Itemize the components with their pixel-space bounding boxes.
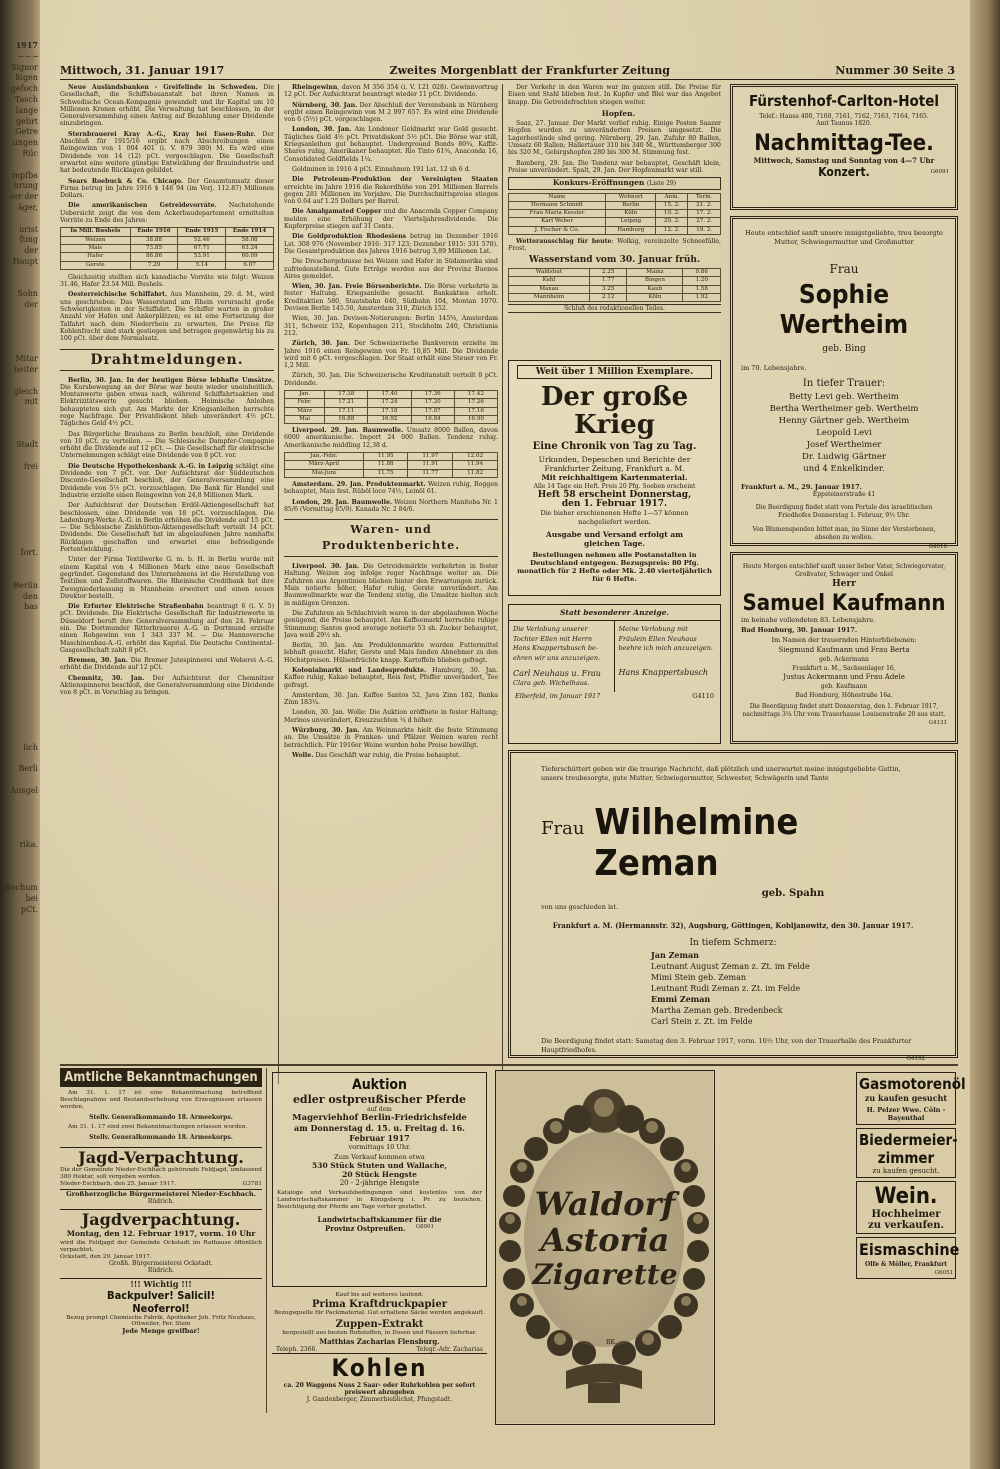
grain-cell: 53.91 [178, 253, 226, 261]
backpulver-line: Backpulver! Salicil! [107, 1289, 215, 1302]
kaufmann-place: Bad Homburg, 30. Januar 1917. [741, 626, 858, 634]
mourner-name: Leutnant August Zeman z. Zt. im Felde [651, 962, 810, 971]
auktion-line: auf dem [367, 1106, 392, 1113]
grain-cell: Gerste [61, 261, 131, 269]
sacharose-line: Matthias Zacharias Flensburg. [319, 1337, 440, 1346]
biedermeier-ad [856, 1128, 956, 1178]
col2-item10: Amsterdam. 29. Jan. Produktenmarkt. [292, 480, 426, 488]
section-rule [60, 1064, 958, 1066]
page-right-edge [970, 0, 1000, 1469]
engagement-left [509, 621, 615, 692]
engagement-heading: Statt besonderer Anzeige. [509, 605, 720, 621]
gasmotor-title: Gasmotorenöl [859, 1075, 966, 1093]
konkurs-table: Name Wohnort Anm. Term. Hermann Schmidt Berlin 15. 2. 21. 2. Frau Maria Kessler Köln 10. 2. 17. 2. Karl Weber Leipzig 20. 2. 27. 2. J. Fischer & Co. Hamburg 12. 2. 19. 2. [508, 193, 721, 235]
column-rule [502, 84, 503, 1084]
jagd2-signer: Rüdrich. [147, 1267, 175, 1274]
krieg-line: Urkunden, Depeschen und Berichte der [538, 455, 691, 464]
backpulver-line: !!! Wichtig !!! [130, 1279, 192, 1289]
col1-item3-head: Sears Roebuck & Co. Chicago. [68, 177, 184, 185]
col2-item13: Kolonialmarkt und Landesprodukte. [292, 667, 427, 674]
mourner-name: Justus Ackermann und Frau Adele [783, 673, 905, 681]
krieg-banner: Weit über 1 Million Exemplare. [517, 365, 712, 379]
kaufmann-age: im beinahe vollendeten 83. Lebensjahre. [741, 616, 876, 624]
col1-dispatch2: Die Deutsche Hypothekenbank A.-G. in Leipzig [68, 462, 234, 470]
zeman-born: geb. Spahn [761, 888, 825, 899]
kaufmann-intro: Heute Morgen entschlief sanft unser lieber Vater, Schwiegervater, Großvater, Schwager und Onkel [742, 563, 946, 578]
grain-cell: Mais [61, 244, 131, 252]
grain-cell: 60.09 [226, 253, 274, 261]
mourner-name: Henny Gärtner geb. Wertheim [778, 416, 910, 426]
hotel-days: Mittwoch, Samstag und Sonntag von 4—7 Uhr [753, 156, 935, 165]
zeman-intro: Tiefers​chüttert geben wir die traurige Nachricht, daß plötzlich und unerwartet meine innigstgeliebte Gattin, unsere treubesorgte, gute Mutter, Schwiegermutter, Schwester, Schwägerin und Tante [541, 765, 901, 782]
col2-item5: Die Amalgamated Copper [292, 208, 382, 216]
zuppen-title: Zuppen-Extrakt [335, 1319, 424, 1330]
konkurs-title: Konkurs-Eröffnungen [552, 178, 645, 188]
engagement-text: Carl Neuhaus u. Frau [513, 669, 601, 678]
zeman-name: Wilhelmine Zeman [594, 802, 799, 884]
waldorf-mark: RK. [606, 1339, 617, 1346]
col2-item2: Nürnberg, 30. Jan. [292, 101, 358, 109]
mourner-name: Dr. Ludwig Gärtner [802, 452, 886, 462]
col2-item9: Liverpool. 29. Jan. Baumwolle. [292, 427, 404, 435]
hotel-amt: Amt Taunus 1820. [816, 120, 872, 127]
engagement-text: Die Verlobung unserer [513, 625, 588, 633]
masthead-date: Mittwoch, 31. Januar 1917 [60, 64, 225, 77]
ad-code: G4131 [928, 720, 947, 726]
schluss-line: Schluß des redaktionellen Teiles. [508, 304, 721, 313]
grain-header-1: Ende 1916 [130, 228, 178, 236]
binding-year: 1917 [15, 40, 38, 50]
jagd1-heading: Jagd-Verpachtung. [60, 1147, 262, 1167]
wertheim-obituary [730, 216, 958, 550]
jagd2-heading: Jagdverpachtung. [60, 1209, 262, 1229]
mourner-name: geb. Kaufmann [820, 683, 868, 690]
wertheim-mourn: In tiefer Trauer: [802, 378, 886, 389]
jagd1-signer: Rüdrich. [147, 1198, 175, 1205]
wertheim-place: Frankfurt a. M., 29. Januar 1917. [741, 483, 862, 491]
waldorf-line: Waldorf [534, 1185, 676, 1223]
kohlen-title: Kohlen [331, 1354, 428, 1382]
grain-row [61, 261, 274, 269]
kaufmann-obituary [730, 552, 958, 744]
grain-table [60, 227, 274, 269]
auktion-line: am Donnerstag d. 15. u. Freitag d. 16. Februar 1917 [294, 1123, 465, 1143]
waldorf-ad [495, 1070, 715, 1425]
engagement-ad [508, 604, 721, 744]
mourner-name: Emmi Zeman [651, 994, 711, 1004]
mourner-name: Siegmund Kaufmann und Frau Berta [778, 646, 910, 654]
kohlen-fine: hergestellt aus besten Rohstoffen, in Dosen und Fässern lieferbar. [282, 1330, 477, 1336]
col1-dispatch5: Chemnitz, 30. Jan. [68, 674, 145, 682]
zeman-funeral: Die Beerdigung findet statt: Samstag den 3. Februar 1917, vorm. 10½ Uhr, von der Trauerhalle des Frankfurter Hauptfriedhofes. [541, 1037, 912, 1054]
wertheim-flowers: Von Blumenspenden bittet man, im Sinne der Verstorbenen, absehen zu wollen. [752, 526, 936, 541]
hotel-name: Fürstenhof-Carlton-Hotel [748, 92, 940, 110]
auktion-fine: Kataloge und Verkaufsbedingungen sind kostenlos von der Landwirtschaftskammer in Königsberg i. Pr. zu beziehen. Besichtigung der Pferde am Tage vorher gestattet. [277, 1190, 482, 1210]
col2-item6: Die Goldproduktion Rhodesiens [292, 233, 407, 241]
krieg-line: Frankfurter Zeitung, Frankfurt a. M. [544, 464, 685, 473]
col2-item12: Liverpool. 30. Jan. [292, 563, 360, 571]
kohlen-sig: J. Gandenberger, Zimmerbieblichst, Pfungstadt. [306, 1396, 453, 1403]
mourner-name: Bad Homburg, Höhestraße 16a. [795, 692, 893, 699]
auktion-line: Magerviehhof Berlin-Friedrichsfelde [292, 1113, 467, 1123]
mourner-name: und 4 Enkelkinder. [803, 464, 885, 474]
grain-header-2: Ende 1915 [178, 228, 226, 236]
amtliche-text: Am 31. 1. 17 ist eine Bekanntmachung betreffend Beschlagnahme und Bestandserhebung von Erzeugnissen erlassen worden. [60, 1090, 262, 1110]
zeman-mourners [651, 950, 925, 1027]
ad-code: G4192 [906, 1056, 925, 1062]
krieg-line: Bestellungen nehmen alle Postanstalten in Deutschland entgegen. Bezugspreis: 80 Pfg. monatlich für 2 Hefte oder Mk. 2.40 vierteljährlich für 6 Hefte. [517, 551, 712, 583]
konkurs-heading [508, 177, 721, 189]
engagement-text: Meine Verlobung mit [618, 625, 688, 633]
jagd2-date: Montag, den 12. Februar 1917, vorm. 10 Uhr [66, 1229, 256, 1238]
biedermeier-title: Biedermeier- [859, 1131, 958, 1149]
gasmotor-sig: H. Pelzer Wwe. Cöln - Bayenthal [866, 1106, 946, 1122]
krieg-line: gleichen Tage. [584, 539, 645, 548]
kraftpapier-title: Prima Kraftdruckpapier [312, 1299, 447, 1310]
cotton-table: Jan. 17.38 17.40 17.36 17.42 Febr. 17.21 17.24 17.20 17.26 März 17.11 17.18 17.07 17.16 Mai 16.88 16.92 16.84 16.90 [284, 390, 498, 424]
eismaschine-ad [856, 1237, 960, 1279]
ad-code: G4016 [928, 544, 947, 550]
krieg-line: Heft 58 erscheint Donnerstag, [537, 490, 692, 500]
krieg-line: nachgeliefert werden. [578, 518, 651, 526]
engagement-text: Hans Knappertsbusch be- [513, 644, 599, 652]
wertheim-name: Sophie Wertheim [779, 280, 909, 340]
jagd2-signature: Ockstadt, den 29. Januar 1917. [60, 1254, 152, 1260]
wertheim-funeral: Die Beerdigung findet statt vom Portale des israelitischen Friedhofes Donnerstag 1. Februar, 9½ Uhr. [755, 504, 933, 519]
wein-title: Wein. [874, 1184, 938, 1209]
section-warenberichte: Waren- und Produktenberichte. [284, 519, 498, 557]
amtliche-signature: Stellv. Generalkommando 18. Armeekorps. [89, 1134, 233, 1141]
krieg-line: Ausgabe und Versand erfolgt am [545, 530, 684, 539]
col2-item1: Rheingewinn [292, 84, 338, 91]
mourner-name: Betty Levi geb. Wertheim [789, 392, 899, 402]
engagement-text: Fräulein Ellen Neuhaus [618, 634, 697, 643]
jagd1-signature: Nieder-Eschbach, den 25. Januar 1917. [60, 1181, 176, 1187]
col1-dispatch3: Die Erfurter Elektrische Straßenbahn [68, 603, 204, 611]
grain-cell: 5.14 [178, 261, 226, 269]
auktion-line: vormittags 10 Uhr. [348, 1143, 411, 1151]
masthead-title: Zweites Morgenblatt der Frankfurter Zeitung [389, 64, 670, 77]
zeman-obituary [508, 750, 958, 1062]
eismaschine-title: Eismaschine [859, 1240, 960, 1259]
ad-code: G6051 [934, 1270, 953, 1276]
auktion-line: Zum Verkauf kommen etwa [334, 1153, 425, 1161]
col2-item8: Zürich, 30. Jan. [292, 340, 350, 348]
col1-item4-head: Die amerikanischen Getreidevorräte. [68, 202, 217, 210]
book-binding [0, 0, 40, 1469]
mourner-name: Frankfurt a. M., Sachsenlager 16, [792, 665, 896, 672]
amtliche-signature: Stellv. Generalkommando 18. Armeekorps. [89, 1114, 233, 1121]
zeman-mourn: In tiefem Schmerz: [689, 938, 777, 948]
weather-heading: Wetterausschlag für heute [516, 238, 612, 246]
jagd2-office: Großh. Bürgermeisterei Ockstadt. [109, 1260, 213, 1267]
konkurs-subtitle: (Liste 29) [646, 180, 677, 188]
eismaschine-sig: Olfe & Möller, Frankfurt [864, 1261, 948, 1268]
ad-code: G8001 [415, 1224, 434, 1230]
krieg-line: Die bisher erschienenen Hefte 1—57 können [540, 509, 689, 517]
auktion-line: 20 - 2-jährige Hengste [339, 1179, 420, 1187]
auktion-ad [272, 1072, 487, 1287]
kaufmann-herr: Herr [832, 579, 856, 589]
grain-header-0: In Mill. Bushels [61, 228, 131, 236]
mourner-name: Carl Stein z. Zt. im Felde [651, 1017, 753, 1026]
zeman-name-line [541, 802, 925, 884]
gasmotor-ad [856, 1072, 966, 1125]
krieg-title: Der große Krieg [540, 382, 689, 440]
grain-cell: 63.24 [226, 244, 274, 252]
mourner-name: geb. Ackermann [819, 656, 869, 663]
auktion-line: Landwirtschaftskammer für die [317, 1215, 442, 1224]
ad-code: G4110 [692, 692, 714, 700]
col2-wool: Wolle. [292, 751, 314, 759]
amtliche-header: Amtliche Bekanntmachungen [60, 1068, 262, 1087]
backpulver-line: Jede Menge greifbar! [122, 1327, 200, 1335]
grain-cell: 52.46 [178, 236, 226, 244]
col1-dispatch1: Berlin, 30. Jan. In der heutigen Börse lebhafte Umsätze. [68, 376, 274, 384]
col1-dispatch4: Bremen, 30. Jan. [68, 657, 128, 665]
mourner-name: Bertha Wertheimer geb. Wertheim [769, 404, 919, 414]
grain-header-3: Ende 1914 [226, 228, 274, 236]
col1-item2-head: Sternbrauerei Kray A.-G., Kray bei Essen-Ruhr. [68, 130, 256, 138]
waldorf-text [496, 1186, 714, 1292]
gasmotor-sub: zu kaufen gesucht [864, 1093, 948, 1103]
column-rule [278, 84, 279, 1084]
engagement-right [615, 621, 721, 692]
waldorf-line: Astoria [540, 1221, 670, 1259]
col1-item5-head: Oesterreichische Schiffahrt. [68, 291, 168, 299]
binding-edge-text: 1917 ─ ─ ─ Signor ßigen gefoch Tasch lange gebrt Getre ungen Rüc mpfba hrung ser der äger, urist fung der Haupt Sohn der Mitar beiter gleich mit Stadt frei fort. Berlin den bas lich Berli Ausgel rika. Bochum bei pCt. [4, 40, 38, 914]
col2-item11: London, 29. Jan. Baumwolle. [292, 498, 393, 506]
amtliche-text: Am 31. 1. 17 sind zwei Bekanntmachungen erlassen worden. [68, 1124, 248, 1130]
engagement-text: Tochter Ellen mit Herrn [513, 634, 593, 643]
wein-sub: Hochheimer [871, 1209, 941, 1220]
hops-heading: Hopfen. [601, 108, 636, 118]
engagement-text: Hans Knappertsbusch [618, 667, 709, 677]
krieg-body [509, 455, 720, 583]
kohlen-fine: Kauf bis auf weiteres laufend: [335, 1292, 424, 1298]
kaufmann-mourners [741, 646, 947, 700]
kohlen-ads [272, 1292, 487, 1417]
wein-ad [856, 1181, 956, 1234]
mourner-name: Leopold Levi [816, 428, 872, 438]
col2-item7: Wien, 30. Jan. Freie Börsenberichte. [292, 283, 422, 291]
section-drahtmeldungen: Drahtmeldungen. [60, 349, 274, 371]
grain-row [61, 253, 274, 261]
kohlen-fine: Bezugsquelle für Packmaterial. Gut erhaltene Säcke werden angekauft. [274, 1310, 485, 1316]
auktion-line: Provinz Ostpreußen. [325, 1224, 406, 1233]
column-1: Neue Ausländsbanken - Greifelinde in Schweden. Die Gesellschaft, die Schiffsbauanstalt hat ihren Namen in Schwedische Ocean-Kompagnie gewandelt und ihr Kapital um 10 Millionen Kronen erhöht. Die Verwaltung hat beschlossen, in der Generalversammlung einen Antrag auf Bezahlung einer Dividende einzubringen. Sternbrauerei Kray A.-G., Kray bei Essen-Ruhr. Der Abschluß für 1915/16 ergibt nach Abschreibungen einen Reingewinn von 1 004 401 (i. V. 879 380) M. Es wird eine Dividende von 14 (12) pCt. vorgeschlagen. Die Gesellschaft erwartet eine weitere günstige Entwicklung der Brauindustrie und hat bedeutende Rücklagen gebildet. Sears Roebuck & Co. Chicago. Der Gesamtumsatz dieser Firma betrug im Jahre 1916 $ 146 94 (im Vorj. 112.87) Millionen Dollars. Die amerikanischen Getreidevorräte. Nachstehende Uebersicht zeigt die von dem Ackerbaudepartement ermittelten Vorräte zu Ende des Jahres: In Mill. Bushels Ende 1916 Ende 1915 Ende 1914 Weizen 38.88 52.46 58.08 Mais 73.85 67.71 63.24 Hafer 86.86 53.91 60.09 Gerste 7.29 5.14 6.07 Gleichzeitig stellten sich kanadische Vorräte wie folgt: Weizen 31.46, Hafer 23.54 Mill. Bushels. Oesterreichische Schiffahrt. Aus Mannheim, 29. d. M., wird uns geschrieben: Das Wasserstand am Rhein verursacht große Schwierigkeiten in der Schiffahrt. Die Schiffer warten in großer Anzahl vor Hafen und Ankerplätzen; es ist eine Fortsetzung der Talfahrt nach dem Niederrhein zu erwarten. Die Preise für Kohlenfracht sind stark gestiegen und betragen gegenwärtig bis zu 100 pCt. über dem Normalsatz. Drahtmeldungen. Berlin, 30. Jan. In der heutigen Börse lebhafte Umsätze. Die Kursbewegung an der Börse war heute wieder uneinheitlich. Montanwerte gaben etwas nach, während Schiffahrtsaktien und Elektrizitätswerte gesucht blieben. Heimische Anleihen behaupteten sich gut. Am Markte der Kriegsanleihen herrschte rege Nachfrage. Der Privatdiskont blieb unverändert 4½ pCt. Tägliches Geld 4½ pCt. Das Bürgerliche Brauhaus zu Berlin beschloß, eine Dividende von 10 pCt. zu verteilen. — Die Schlesische Dampfer-Compagnie erhöht die Dividende auf 12 pCt. — Die Gesellschaft für elektrische Unternehmungen schlägt eine Dividende von 8 pCt. vor. Die Deutsche Hypothekenbank A.-G. in Leipzig schlägt eine Dividende von 7 pCt. vor. Der Aufsichtsrat der Süddeutschen Disconto-Gesellschaft beschloß, der Generalversammlung eine Dividende von 5½ pCt. vorzuschlagen. Die Bank für Handel und Industrie erzielte einen Reingewinn von 24,8 Millionen Mark. Der Aufsichtsrat der Deutschen Erdöl-Aktiengesellschaft hat beschlossen, eine Dividende von 18 pCt. vorzuschlagen. Die Ladenburg-Werke A.-G. in Berlin erhöhen die Dividende auf 15 pCt. — Die Schlesische Zinkhütten-Aktiengesellschaft verteilt 14 pCt. Dividende. Die Gesellschaft hat im abgelaufenen Jahre namhafte Rücklagen geschaffen und erwartet eine befriedigende Fortentwicklung. Unter der Firma Textilwerke G. m. b. H. in Berlin wurde mit einem Kapital von 4 Millionen Mark eine neue Gesellschaft gegründet. Gegenstand des Unternehmens ist die Herstellung von Textilien und Zellstoffwaren. Die Rheinische Creditbank hat ihre Zweigniederlassung in Mannheim erweitert und einen neuen Direktor bestellt. Die Erfurter Elektrische Straßenbahn beantragt 6 (i. V. 5) pCt. Dividende. Die Elektrische Gesellschaft für Industriewerte in Düsseldorf beruft ihre Generalversammlung auf den 24. Februar ein. Die Dortmunder Ritterbrauerei A.-G. in Dortmund erzielte einen Rohgewinn von 1 343 337 M. — Die Hannoversche Maschinenbau-A.-G. erhöht das Kapital. Die Deutsche Continental-Gasgesellschaft zahlt 8 pCt. Bremen, 30. Jan. Die Bremer Jutespinnerei und Weberei A.-G. erhöht die Dividende auf 12 pCt. Chemnitz, 30. Jan. Der Aufsichtsrat der Chemnitzer Aktienspinnerei beschloß, der Generalversammlung eine Dividende von 8 pCt. in Vorschlag zu bringen. [60, 84, 274, 697]
grain-cell: 58.08 [226, 236, 274, 244]
newspaper-page [40, 0, 970, 1469]
jagd2-text: wird die Feldjagd der Gemeinde Ockstadt im Rathause öffentlich verpachtet. [60, 1240, 262, 1253]
right-ads [730, 1072, 966, 1422]
mourner-name: Leutnant Rudi Zeman z. Zt. im Felde [651, 984, 801, 993]
amtliche-column [60, 1068, 262, 1413]
krieg-subtitle: Eine Chronik von Tag zu Tag. [532, 441, 697, 452]
grain-cell: 7.29 [130, 261, 178, 269]
jagd1-text: Die der Gemeinde Nieder-Eschbach gehörende Feldjagd, umfassend 380 Hektar, soll vergeben werden. [60, 1167, 262, 1180]
backpulver-ad [60, 1278, 262, 1335]
column-rule [266, 1068, 267, 1413]
grain-row [61, 236, 274, 244]
auktion-line: 530 Stück Stuten und Wallache, [312, 1161, 447, 1170]
col1-item1-head: Neue Ausländsbanken - Greifelinde in Schweden. [68, 84, 258, 91]
wertheim-born: geb. Bing [822, 344, 866, 354]
telegram-line: Telegr.-Adr. Zacharias [416, 1346, 483, 1353]
teleph-line: Teleph. 2366. [276, 1346, 318, 1353]
kaufmann-mourn: Im Namen der trauernden Hinterbliebenen: [771, 636, 917, 644]
krieg-ad [508, 360, 721, 596]
krieg-line: Alle 14 Tage ein Heft. Preis 20 Pfg. Soeben erscheint [533, 483, 696, 490]
col2-item3: London, 30. Jan. [292, 126, 352, 134]
auktion-title: Auktion [351, 1077, 408, 1093]
grain-cell: 6.07 [226, 261, 274, 269]
column-2: Rheingewinn, davon M 356 354 (i. V. 121 028). Gewinnvortrag 12 pCt. Der Aufsichtsrat beantragt wieder 11 pCt. Dividende. Nürnberg, 30. Jan. Der Abschluß der Vereinsbank in Nürnberg ergibt einen Reingewinn von M 2 997 657. Es wird eine Dividende von 6 (5½) pCt. vorgeschlagen. London, 30. Jan. Am Londoner Geldmarkt war Geld gesucht. Tägliches Geld 4½ pCt. Privatdiskont 5½ pCt. Die Börse war still, Kriegsanleihen gut behauptet. Underground Bonds 80¾, Kaffir-Shares ruhig, Amerikaner behauptet. Rio Tinto 61¾, Anaconda 16, Consolidated Goldfields 1¼. Goldminen in 1916 4 pCt. Einnahmen 191 Lst. 12 sh 6 d. Die Petroleum-Produktion der Vereinigten Staaten erreichte im Jahre 1916 die Rekordhöhe von 291 Millionen Barrels gegen 281 Millionen im Vorjahre. Die Durchschnittspreise stiegen von 0.64 auf 1.25 Dollars per Barrel. Die Amalgamated Copper und die Anaconda Copper Company melden eine Erhöhung der Vierteljahresdividende. Die Kupferpreise stiegen auf 31 Cents. Die Goldproduktion Rhodesiens betrug im Dezember 1916 Lst. 308 976 (November 1916: 317 123; Dezember 1915: 331 570). Die Gesamtproduktion des Jahres 1916 betrug 3,89 Millionen Lst. Die Dreschergebnisse bei Weizen und Hafer in Südamerika sind zufriedenstellend. Gute Erträge werden aus der Provinz Buenos Aires gemeldet. Wien, 30. Jan. Freie Börsenberichte. Die Börse verkehrte in fester Haltung. Kriegsanleihe gesucht. Bankaktien erholt. Kreditaktien 580, Staatsbahn 640, Südbahn 104, Montan 1070. Devisen Berlin 145.50, Amsterdam 310, Zürich 152. Wien, 30. Jan. Devisen-Notierungen: Berlin 145⅝, Amsterdam 311, Schweiz 152, Kopenhagen 211, Stockholm 240, Christiania 212. Zürich, 30. Jan. Der Schweizerische Bankverein erzielte im Jahre 1916 einen Reingewinn von Fr. 10,85 Mill. Die Dividende wird mit 6 pCt. vorgeschlagen. Der Staat erhält eine Steuer von Fr. 1,2 Mill. Zürich, 30. Jan. Die Schweizerische Kreditanstalt verteilt 8 pCt. Dividende. Jan. 17.38 17.40 17.36 17.42 Febr. 17.21 17.24 17.20 17.26 März 17.11 17.18 17.07 17.16 Mai 16.88 16.92 16.84 16.90 Liverpool. 29. Jan. Baumwolle. Umsatz 8000 Ballen, davon 6000 amerikanische. Import 24 000 Ballen. Tendenz ruhig. Amerikanische middling 12,38 d. Jan.-Febr. 11.95 11.97 12.02 März-April 11.88 11.91 11.94 Mai-Juni 11.75 11.77 11.82 Amsterdam. 29. Jan. Produktenmarkt. Weizen ruhig, Roggen behauptet, Mais fest. Rüböl loco 74½, Leinöl 61. London, 29. Jan. Baumwolle. Weizen Northern Manitoba Nr. 1 85/6 (Vormittag 85/9). Kanada Nr. 2 84/6. Waren- und Produktenberichte. Liverpool. 30. Jan. Die Getreidemärkte verkehrten in fester Haltung. Weizen zog infolge reger Nachfrage weiter an. Die Zufuhren aus Argentinien blieben hinter den Erwartungen zurück. Mais notierte höher, Hafer ruhig, Gerste unverändert. Am Baumwollmarkte war die Tendenz stetig, die Umsätze hielten sich in mäßigen Grenzen. Die Zufuhren an Schlachtvieh waren in der abgelaufenen Woche genügend, die Preise behauptet. Am Kaffeemarkt herrschte ruhige Stimmung; Santos good average notierte 53 sh. Zucker behauptet, Java weiß 29½ sh. Berlin, 30. Jan. Am Produktenmarkte wurden Futtermittel lebhaft gesucht. Hafer, Gerste und Mais fanden Abnehmer zu den Höchstpreisen. Hülsenfrüchte knapp. Kartoffeln blieben gefragt. Kolonialmarkt und Landesprodukte. Hamburg, 30. Jan. Kaffee ruhig, Kakao behauptet, Reis fest, Pfeffer unverändert, Tee gefragt. Amsterdam, 30. Jan. Kaffee Santos 52, Java Zinn 182, Banka Zinn 183¼. London, 30. Jan. Wolle: Die Auktion eröffnete in fester Haltung; Merinos unverändert, Kreuzzuchten ¼ d höher. Würzburg, 30. Jan. Am Weinmarkte hielt die feste Stimmung an. Die Umsätze in Franken- und Pfälzer Weinen waren recht beträchtlich. Für 1916er Weine wurden hohe Preise bewilligt. Wolle. Das Geschäft war ruhig, die Preise behauptet. [284, 84, 498, 759]
backpulver-line: Neoferrol! [132, 1302, 190, 1315]
hotel-phones: Telef.: Hansa 400, 7160, 7161, 7162, 7163, 7164, 7165. [759, 113, 929, 120]
zeman-place: Frankfurt a. M. (Hermannstr. 32), Augsburg, Göttingen, Kobljanowitz, den 30. Januar 1917. [552, 921, 914, 930]
backpulver-line: Bezug prompt Chemische Fabrik, Apotheker Joh. Fritz Neuhaus, Ottweiler, Fer. Stein [66, 1315, 256, 1327]
engagement-text: Clara geb. Wichelhaus. [513, 678, 590, 687]
col2-item14: Würzburg, 30. Jan. [292, 727, 360, 735]
auktion-line: 20 Stück Hengste [342, 1170, 417, 1179]
col2-item4: Die Petroleum-Produktion der Vereinigten Staaten [292, 176, 498, 184]
wertheim-mourners [741, 391, 947, 475]
grain-cell: 67.71 [178, 244, 226, 252]
zeman-gone: von uns geschieden ist. [541, 903, 619, 911]
zimmer-sub: zu kaufen gesucht. [872, 1167, 940, 1175]
zeman-frau: Frau [541, 818, 585, 839]
ad-code: G6091 [930, 169, 949, 175]
wertheim-frau: Frau [829, 262, 859, 276]
wertheim-age: im 70. Lebensjahre. [741, 364, 807, 372]
wertheim-street: Eppsteinerstraße 41 [812, 491, 876, 498]
mourner-name: Martha Zeman geb. Bredenbeck [651, 1006, 783, 1015]
grain-cell: Hafer [61, 253, 131, 261]
jagd1-office: Großherzogliche Bürgermeisterei Nieder-Eschbach. [60, 1189, 262, 1198]
hotel-konzert: Konzert. [818, 165, 870, 179]
grain-row [61, 244, 274, 252]
engagement-text: ehren wir uns anzuzeigen. [513, 653, 601, 662]
wasserstand-table: Waldshut 2.25 Mainz 0.86 Kehl 1.77 Bingen 1.20 Maxau 3.25 Kaub 1.58 Mannheim 2.12 Köln 1.92 [508, 268, 721, 302]
masthead-page-number: Nummer 30 Seite 3 [835, 64, 955, 77]
engagement-text: beehre ich mich anzuzeigen. [618, 644, 713, 652]
krieg-line: Mit reichhaltigem Kartenmaterial. [541, 473, 688, 482]
grain-cell: 86.86 [130, 253, 178, 261]
wein-sub2: zu verkaufen. [868, 1220, 944, 1231]
grain-cell: 38.88 [130, 236, 178, 244]
wasserstand-heading: Wasserstand vom 30. Januar früh. [528, 254, 701, 265]
hotel-ad [730, 84, 958, 210]
mourner-name: Josef Wertheimer [806, 440, 882, 450]
kaufmann-funeral: Die Beerdigung findet statt Donnerstag, den 1. Februar 1917, nachmittags 3¼ Uhr vom Trauerhause Louisenstraße 20 aus statt. [742, 703, 946, 718]
waldorf-line: Zigarette [532, 1258, 678, 1291]
grain-cell: 73.85 [130, 244, 178, 252]
hotel-tea: Nachmittag-Tee. [754, 131, 934, 156]
wertheim-intro: Heute entschlief sanft unsere innigstgeliebte, treu besorgte Mutter, Schwiegermutter und Großmutter [745, 229, 943, 246]
amtliche-body [60, 1090, 262, 1141]
column-3-upper: Der Verkehr in den Waren war im ganzen still. Die Preise für Eisen und Stahl blieben fest. In Kupfer und Blei war das Angebot knapp. Die Getreidefrachten stiegen weiter. Hopfen. Saaz, 27. Januar. Der Markt verlief ruhig. Einige Posten Saazer Hopfen wurden zu unveränderten Preisen umgesetzt. Die Lagerbestände sind gering. Nürnberg, 29. Jan. Zufuhr 80 Ballen, Umsatz 60 Ballen; Hallertauer 310 bis 340 M., Württemberger 300 bis 320 M., Gebirgshopfen 280 bis 300 M. Stimmung fest. Bamberg, 29. Jan. Die Tendenz war behauptet, Geschäft klein, Preise unverändert. Spalt, 29. Jan. Der Hopfenmarkt war still. Konkurs-Eröffnungen (Liste 29) Name Wohnort Anm. Term. Hermann Schmidt Berlin 15. 2. 21. 2. Frau Maria Kessler Köln 10. 2. 17. 2. Karl Weber Leipzig 20. 2. 27. 2. J. Fischer & Co. Hamburg 12. 2. 19. 2. Wetterausschlag für heute: Wolkig, vereinzelte Schneefälle, Frost. Wasserstand vom 30. Januar früh. Waldshut 2.25 Mainz 0.86 Kehl 1.77 Bingen 1.20 Maxau 3.25 Kaub 1.58 Mannheim 2.12 Köln 1.92 Schluß des redaktionellen Teiles. [508, 84, 721, 313]
ad-code: G3781 [242, 1181, 262, 1187]
masthead [60, 62, 955, 80]
grain-cell: Weizen [61, 236, 131, 244]
liverpool-table: Jan.-Febr. 11.95 11.97 12.02 März-April 11.88 11.91 11.94 Mai-Juni 11.75 11.77 11.82 [284, 452, 498, 478]
kaufmann-name: Samuel Kaufmann [742, 591, 946, 616]
mourner-name: Mimi Stein geb. Zeman [651, 973, 746, 982]
zimmer-title: zimmer [877, 1149, 935, 1167]
krieg-line: den 1. Februar 1917. [561, 499, 668, 509]
mourner-name: Jan Zeman [651, 950, 699, 960]
kohlen-sub: ca. 20 Waggons Nuss 2 Saar- oder Ruhrkohlen per sofort preiswert abzugeben [283, 1382, 476, 1396]
engagement-place: Elberfeld, im Januar 1917 [515, 692, 601, 700]
auktion-sub: edler ostpreußischer Pferde [292, 1093, 467, 1106]
